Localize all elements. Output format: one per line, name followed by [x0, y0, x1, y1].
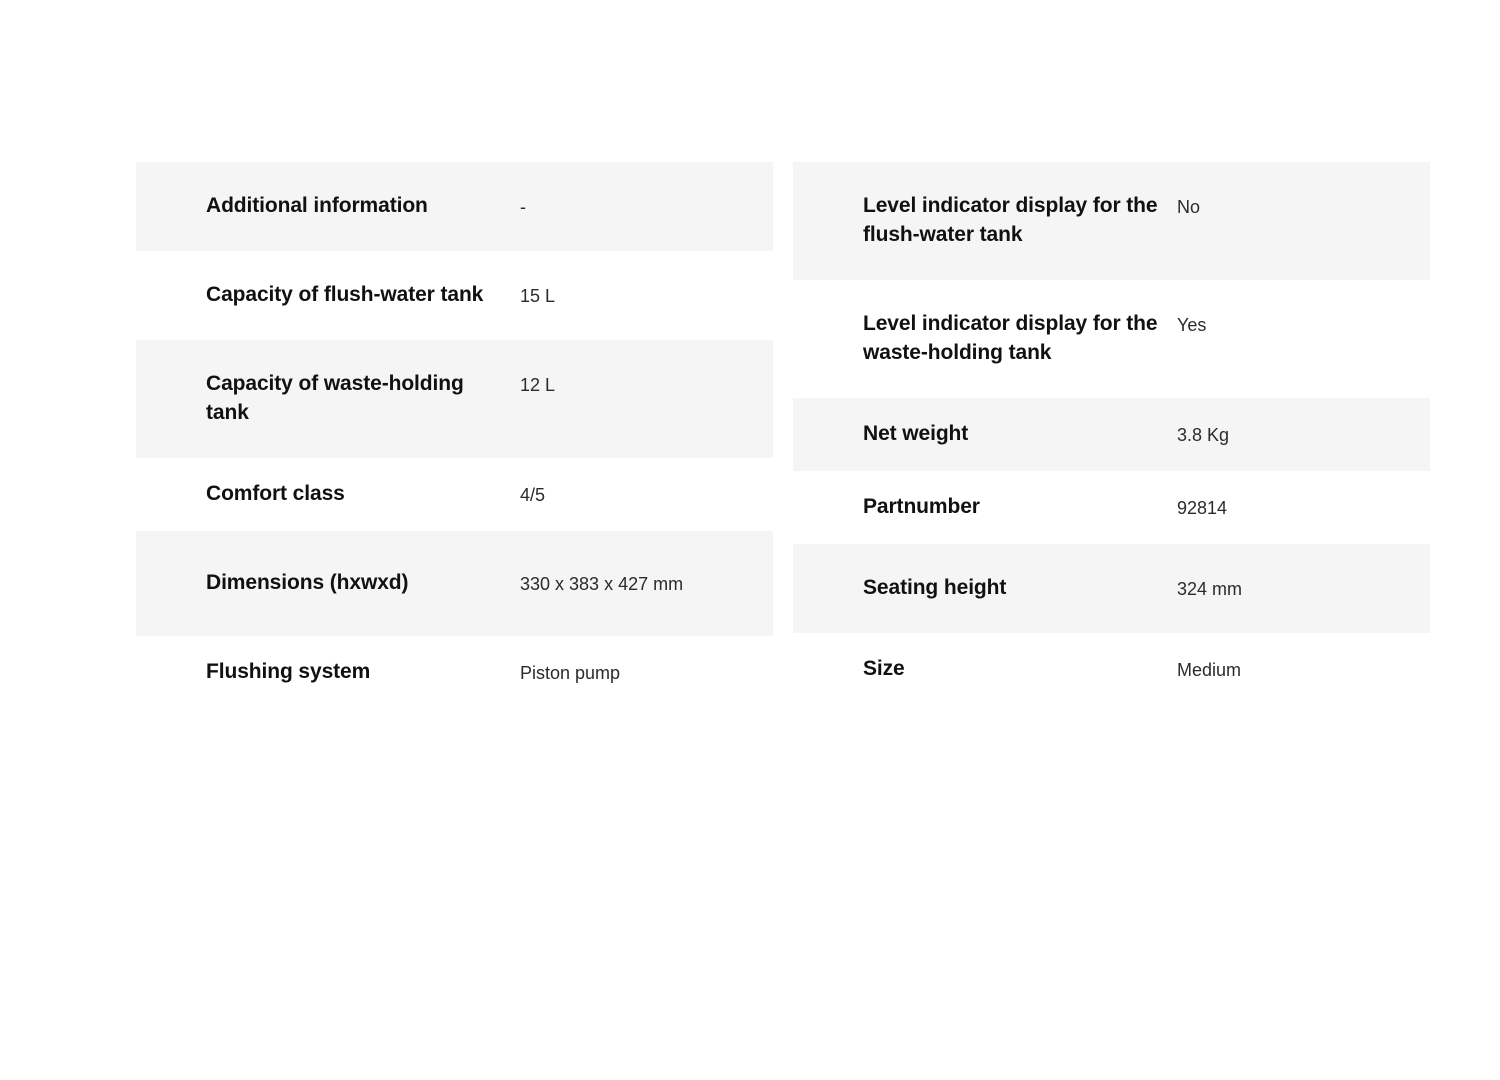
spec-row: [793, 633, 1430, 706]
spec-row: [793, 471, 1430, 544]
spec-value: 92814: [1177, 497, 1228, 518]
spec-row: [793, 398, 1430, 471]
spec-row: [136, 162, 773, 251]
spec-value: -: [520, 197, 526, 217]
spec-row: [136, 251, 773, 340]
spec-row: [136, 340, 773, 458]
spec-row: [136, 458, 773, 531]
spec-value: 4/5: [520, 484, 546, 505]
spec-value: Piston pump: [520, 662, 621, 683]
spec-value: 3.8 Kg: [1177, 424, 1230, 445]
spec-label: Capacity of waste-holding tank: [206, 371, 464, 424]
spec-column-left: [136, 162, 773, 1080]
spec-label: Capacity of flush-water tank: [206, 282, 484, 306]
spec-value: 15 L: [520, 285, 556, 306]
spec-label: Level indicator display for the flush-water tank: [863, 194, 1158, 246]
spec-label: Size: [863, 656, 905, 680]
spec-label: Dimensions (hxwxd): [206, 570, 409, 594]
spec-value: Yes: [1177, 314, 1207, 335]
spec-label: Flushing system: [206, 659, 371, 683]
spec-row: [136, 636, 773, 709]
spec-value: 324 mm: [1177, 578, 1243, 599]
spec-label: Additional information: [206, 194, 428, 217]
spec-label: Comfort class: [206, 481, 345, 505]
spec-label: Level indicator display for the waste-holding tank: [863, 311, 1158, 364]
spec-row: [136, 531, 773, 636]
spec-value: Medium: [1177, 659, 1242, 680]
spec-row: [793, 162, 1430, 280]
spec-column-right: [793, 162, 1430, 1080]
spec-row: [793, 544, 1430, 633]
spec-value: 12 L: [520, 374, 556, 395]
spec-label: Seating height: [863, 575, 1007, 599]
spec-row: [793, 280, 1430, 398]
spec-value: 330 x 383 x 427 mm: [520, 573, 684, 594]
spec-label: Partnumber: [863, 494, 980, 518]
spec-label: Net weight: [863, 421, 969, 445]
spec-value: No: [1177, 197, 1201, 217]
